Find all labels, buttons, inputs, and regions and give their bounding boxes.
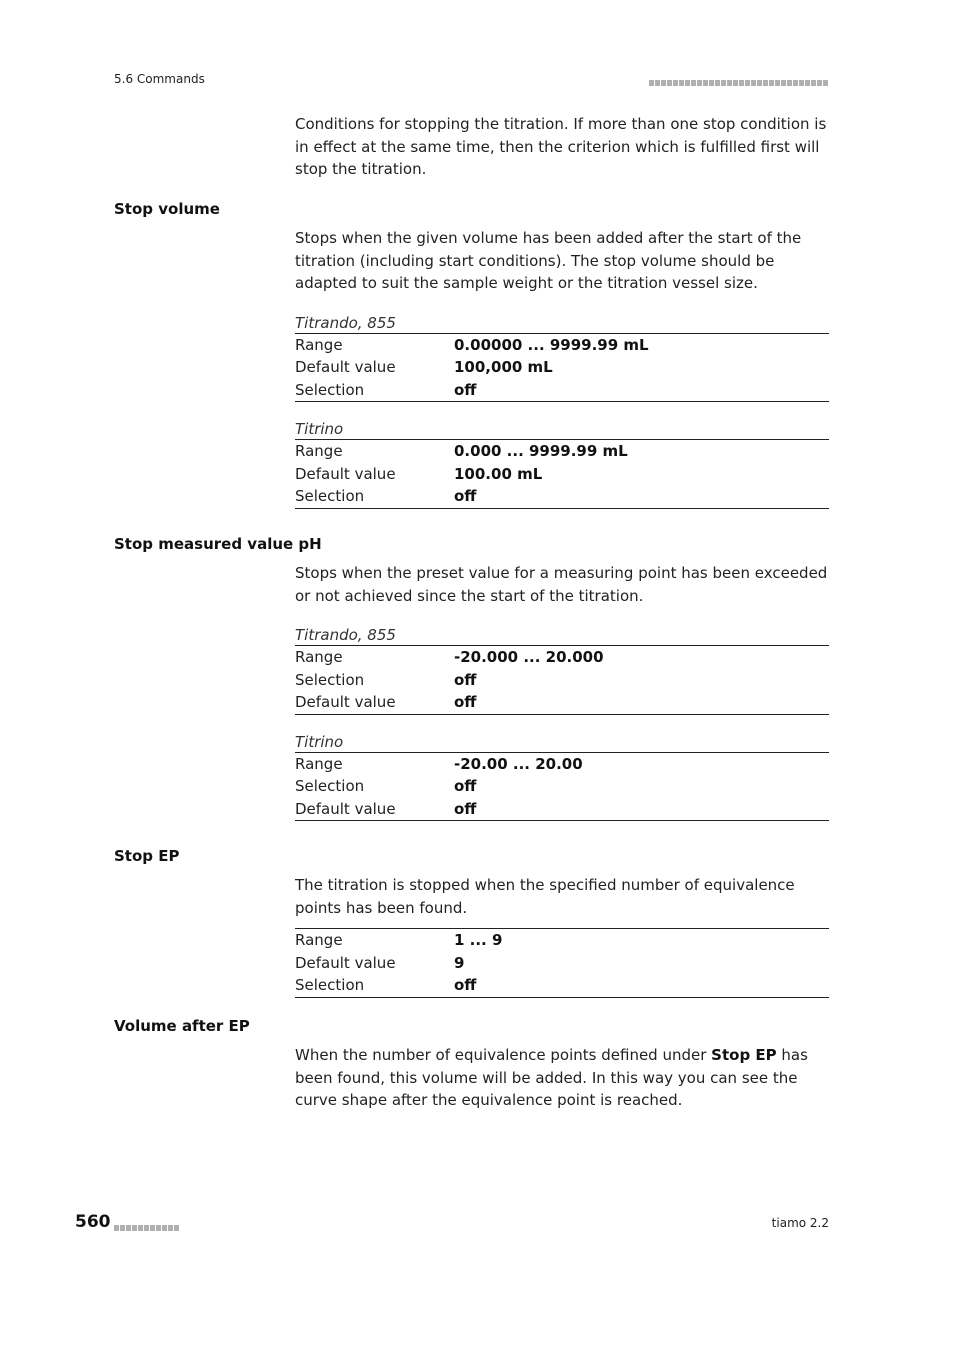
volume-after-ep-section [295, 1044, 829, 1112]
row-key: Range [295, 335, 343, 354]
table-row [295, 775, 829, 798]
row-key: Selection [295, 380, 365, 399]
table-row [295, 463, 829, 486]
footer-decoration [114, 1217, 180, 1236]
table-row [295, 485, 829, 508]
device-label-titrino: Titrino [295, 732, 344, 751]
stop-volume-description: Stops when the given volume has been added after the start of the titration (including start conditions). The stop volume should be adapted to suit the sample weight or the titration vessel size. [295, 229, 802, 292]
page-header [114, 72, 829, 88]
table-row [295, 379, 829, 402]
table-row [295, 356, 829, 379]
table-row [295, 669, 829, 692]
device-label-titrino: Titrino [295, 420, 344, 438]
volume-after-ep-description [295, 1044, 829, 1112]
row-key: Selection [295, 487, 365, 506]
table-row [295, 974, 829, 997]
table-row [295, 691, 829, 714]
desc-text: has been found, this volume will be added. In this way you can see the curve shape after the equivalence point is reached. [295, 1046, 808, 1109]
row-value: off [454, 777, 477, 796]
row-value: 9 [454, 953, 465, 972]
row-key: Selection [295, 670, 365, 689]
intro-section [295, 113, 829, 181]
table-row [295, 440, 829, 463]
desc-text: When the number of equivalence points defined under [295, 1046, 712, 1064]
stop-ph-titrino-table [295, 752, 829, 822]
stop-volume-titrando-table [295, 333, 829, 403]
row-key: Range [295, 931, 343, 950]
table-row [295, 929, 829, 952]
table-row [295, 752, 829, 775]
stop-ph-titrando-table [295, 645, 829, 715]
row-value: -20.00 ... 20.00 [454, 754, 583, 773]
row-value: off [454, 693, 477, 712]
header-decoration [649, 75, 829, 89]
page-footer [75, 1212, 829, 1236]
row-key: Range [295, 754, 343, 773]
row-value: off [454, 670, 477, 689]
row-value: off [454, 487, 477, 506]
row-key: Selection [295, 976, 365, 995]
row-key: Default value [295, 464, 396, 483]
row-value: 1 ... 9 [454, 931, 503, 950]
row-value: 100.00 mL [454, 464, 543, 483]
stop-ph-heading: Stop measured value pH [114, 535, 322, 553]
table-row [295, 952, 829, 975]
row-key: Range [295, 648, 343, 667]
row-key: Default value [295, 358, 396, 377]
page-number: 560 [75, 1212, 111, 1232]
row-value: off [454, 799, 477, 818]
row-value: 100,000 mL [454, 358, 553, 377]
desc-bold-reference: Stop EP [711, 1046, 777, 1064]
stop-volume-heading: Stop volume [114, 200, 220, 218]
table-row [295, 646, 829, 669]
stop-ph-description: Stops when the preset value for a measuring point has been exceeded or not achieved since the start of the titration. [295, 564, 828, 605]
stop-ep-description: The titration is stopped when the specified number of equivalence points has been found. [295, 876, 795, 917]
row-value: off [454, 380, 477, 399]
row-value: 0.000 ... 9999.99 mL [454, 442, 628, 461]
row-value: off [454, 976, 477, 995]
stop-ep-heading: Stop EP [114, 847, 180, 865]
table-row [295, 798, 829, 821]
intro-text: Conditions for stopping the titration. If more than one stop condition is in effect at the same time, then the criterion which is fulfilled first will stop the titration. [295, 115, 827, 178]
row-key: Default value [295, 799, 396, 818]
stop-volume-titrino-table [295, 439, 829, 509]
stop-ep-table [295, 928, 829, 998]
row-value: -20.000 ... 20.000 [454, 648, 604, 667]
row-key: Range [295, 442, 343, 461]
device-label-titrando: Titrando, 855 [295, 626, 396, 644]
row-value: 0.00000 ... 9999.99 mL [454, 335, 649, 354]
product-name: tiamo 2.2 [771, 1216, 829, 1230]
table-row [295, 333, 829, 356]
device-label-titrando: Titrando, 855 [295, 313, 396, 332]
row-key: Selection [295, 777, 365, 796]
stop-volume-section [295, 227, 829, 509]
row-key: Default value [295, 953, 396, 972]
volume-after-ep-heading: Volume after EP [114, 1017, 250, 1035]
section-title: 5.6 Commands [114, 72, 205, 86]
stop-ph-section [295, 562, 829, 821]
stop-ep-section [295, 874, 829, 998]
row-key: Default value [295, 693, 396, 712]
